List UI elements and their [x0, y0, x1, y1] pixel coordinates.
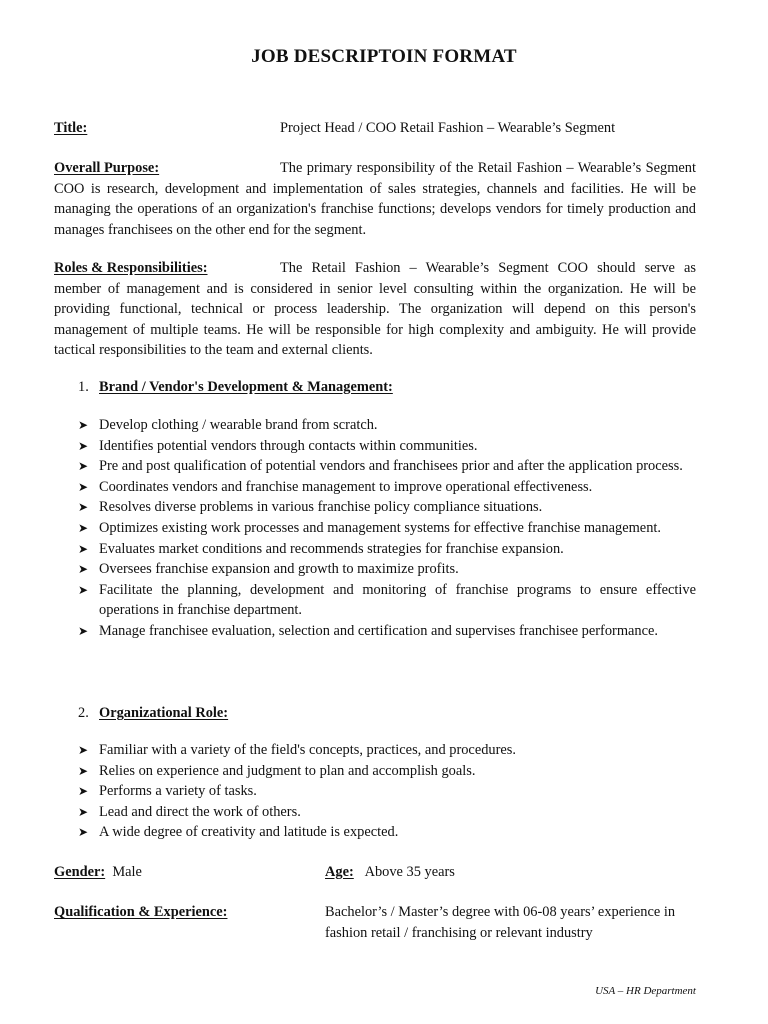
list-item: [78, 559, 696, 580]
list-item-text: Performs a variety of tasks.: [99, 783, 257, 800]
arrowhead-bullet-icon: ➤: [78, 500, 89, 515]
gender-row: [54, 862, 142, 883]
section-1-title: Brand / Vendor's Development & Management:: [99, 379, 393, 395]
section-2-list: [78, 740, 696, 843]
list-item: [78, 436, 696, 457]
arrowhead-bullet-icon: ➤: [78, 520, 89, 535]
roles-paragraph: [54, 258, 696, 361]
list-item-text: Familiar with a variety of the field's concepts, practices, and procedures.: [99, 742, 516, 758]
list-item: [78, 621, 696, 642]
list-item: [78, 477, 696, 498]
age-row: [325, 862, 455, 883]
list-item-text: Pre and post qualification of potential vendors and franchisees prior and after the application process.: [99, 458, 683, 475]
list-item-text: Manage franchisee evaluation, selection and certification and supervises franchisee performance.: [99, 622, 658, 639]
list-item: [78, 822, 696, 843]
qualification-label: Qualification & Experience:: [54, 904, 228, 920]
list-item-text: Relies on experience and judgment to plan and accomplish goals.: [99, 762, 476, 779]
overall-purpose-paragraph: [54, 158, 696, 240]
list-item-text: A wide degree of creativity and latitude is expected.: [99, 824, 399, 841]
list-item-text: Lead and direct the work of others.: [99, 803, 301, 820]
section-2-heading: [78, 703, 228, 724]
list-item: [78, 761, 696, 782]
arrowhead-bullet-icon: ➤: [78, 541, 89, 556]
arrowhead-bullet-icon: ➤: [78, 438, 89, 453]
list-item: [78, 456, 696, 477]
arrowhead-bullet-icon: ➤: [78, 562, 89, 577]
gender-label: Gender:: [54, 864, 106, 880]
roles-text: The Retail Fashion – Wearable’s Segment COO should serve as member of management and is considered in senior level consulting within the organization. He will be providing functional, technical or process leadership. The organization will depend on this person's management of multiple teams. He will be responsible for high complexity and ambiguity. He will provide tactical responsibilities to the team and external clients.: [54, 260, 696, 359]
section-2-title: Organizational Role:: [99, 705, 229, 721]
list-item: [78, 802, 696, 823]
footer-department: USA – HR Department: [595, 985, 696, 997]
age-label: Age:: [325, 864, 354, 880]
list-item: [78, 415, 696, 436]
list-item: [78, 518, 696, 539]
title-label: Title:: [54, 120, 88, 136]
qualification-line-1: Bachelor’s / Master’s degree with 06-08 years’ experience in: [325, 904, 676, 920]
list-item-text: Develop clothing / wearable brand from scratch.: [99, 417, 378, 433]
list-item-text: Oversees franchise expansion and growth to maximize profits.: [99, 561, 459, 578]
section-1-list: [78, 415, 696, 642]
arrowhead-bullet-icon: ➤: [78, 582, 89, 597]
list-item-text: Facilitate the planning, development and monitoring of franchise programs to ensure effective operations in franchise department.: [99, 581, 696, 619]
arrowhead-bullet-icon: ➤: [78, 804, 89, 819]
arrowhead-bullet-icon: ➤: [78, 623, 89, 638]
arrowhead-bullet-icon: ➤: [78, 825, 89, 840]
arrowhead-bullet-icon: ➤: [78, 763, 89, 778]
gender-value: Male: [112, 864, 142, 880]
list-item: [78, 740, 696, 761]
arrowhead-bullet-icon: ➤: [78, 743, 89, 757]
list-item: [78, 580, 696, 621]
arrowhead-bullet-icon: ➤: [78, 784, 89, 799]
section-2-number: 2.: [78, 705, 89, 721]
roles-label: Roles & Responsibilities:: [54, 260, 208, 276]
overall-purpose-label: Overall Purpose:: [54, 160, 160, 176]
title-value: Project Head / COO Retail Fashion – Wearable’s Segment: [280, 120, 616, 136]
list-item-text: Identifies potential vendors through contacts within communities.: [99, 437, 478, 454]
list-item-text: Resolves diverse problems in various franchise policy compliance situations.: [99, 499, 543, 516]
list-item: [78, 539, 696, 560]
age-value: Above 35 years: [364, 864, 455, 880]
arrowhead-bullet-icon: ➤: [78, 459, 89, 474]
section-1-heading: [78, 377, 393, 398]
qualification-line-2: fashion retail / franchising or relevant industry: [325, 925, 593, 941]
list-item: [78, 781, 696, 802]
list-item-text: Optimizes existing work processes and management systems for effective franchise management.: [99, 519, 661, 536]
arrowhead-bullet-icon: ➤: [78, 479, 89, 494]
list-item: [78, 497, 696, 518]
list-item-text: Coordinates vendors and franchise management to improve operational effectiveness.: [99, 478, 593, 495]
list-item-text: Evaluates market conditions and recommends strategies for franchise expansion.: [99, 540, 564, 557]
page-title: JOB DESCRIPTOIN FORMAT: [251, 46, 517, 67]
arrowhead-bullet-icon: ➤: [78, 418, 89, 432]
section-1-number: 1.: [78, 379, 89, 395]
overall-purpose-text: The primary responsibility of the Retail Fashion – Wearable’s Segment COO is research, development and implementation of sales strategies, channels and facilities. He will be managing the operations of an organization's franchise functions; develops vendors for timely production and manages franchisees on the other end for the segment.: [54, 160, 696, 238]
